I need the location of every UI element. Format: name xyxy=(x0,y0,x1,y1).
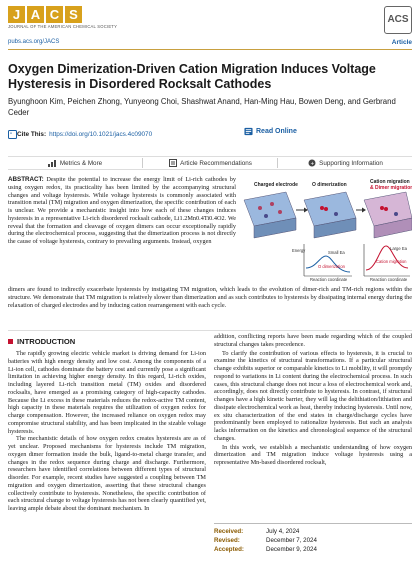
abstract-text xyxy=(8,176,236,246)
toc-lattice-charged xyxy=(244,192,296,238)
article-recommendations-button[interactable] xyxy=(143,159,277,168)
toc-migration-curve-label: Cation migration xyxy=(376,259,407,264)
abstract-continuation: dimers are found to indirectly exacerbate hysteresis by instigating TM migration, which leads to the evolution of dimer-rich and TM-rich regions within the structure. We demonstrate that TM migration is relatively slower than dimerization and as such contributes to hysteresis by dissipating internal energy during the relaxation of charged electrodes and by inducing cation rearrangement with each cycle. xyxy=(8,286,412,309)
toc-graphic[interactable] xyxy=(240,178,412,282)
toc-panel3-label-b: & Dimer migration xyxy=(370,185,412,191)
revised-value: December 7, 2024 xyxy=(266,537,317,544)
quote-icon xyxy=(8,130,17,139)
logo-letter-s: S xyxy=(65,6,82,23)
svg-text:": " xyxy=(10,132,13,139)
cite-this-label: Cite This: xyxy=(17,130,47,138)
journal-full-name: JOURNAL OF THE AMERICAN CHEMICAL SOCIETY xyxy=(8,24,118,29)
toc-energy-label-left: Energy xyxy=(292,248,306,253)
toc-large-ea-label: Large Ea xyxy=(390,246,407,251)
toc-small-ea-label: Small Ea xyxy=(328,250,345,255)
acs-publisher-logo[interactable]: ACS xyxy=(384,6,412,34)
toc-figure xyxy=(240,178,412,282)
abstract-section xyxy=(8,176,412,328)
article-tools-bar xyxy=(8,156,412,170)
supporting-info-label: Supporting Information xyxy=(319,159,383,167)
revised-label: Revised: xyxy=(214,537,240,544)
supporting-information-button[interactable] xyxy=(278,159,412,168)
accepted-value: December 9, 2024 xyxy=(266,546,317,553)
logo-letter-c: C xyxy=(46,6,63,23)
logo-letter-a: A xyxy=(27,6,44,23)
svg-text:+: + xyxy=(310,161,314,167)
section-marker-icon xyxy=(8,339,13,344)
journal-logo[interactable] xyxy=(8,6,412,23)
supporting-info-icon xyxy=(307,159,316,168)
toc-panel1-label: Charged electrode xyxy=(254,182,298,188)
received-value: July 4, 2024 xyxy=(266,528,300,535)
header-rule xyxy=(8,49,412,50)
citation-bar xyxy=(8,127,412,141)
date-row-accepted xyxy=(214,545,412,554)
date-row-revised xyxy=(214,536,412,545)
right-paragraph-0: addition, conflicting reports have been made regarding which of the coupled structural changes takes precedence. xyxy=(214,333,412,348)
toc-lattice-dimerization xyxy=(304,192,356,238)
read-online-icon xyxy=(244,127,253,136)
logo-letter-j: J xyxy=(8,6,25,23)
right-paragraph-1: To clarify the contribution of various effects to hysteresis, it is crucial to examine the kinetics of structural transformations. If a particular structural change exhibits superior or comparable kinetics to Li mobility, it will promptly respond to variations in Li content during the electrochemical process. In such cases, this structural change does not incur a loss of electrochemical work and, accordingly, does not directly contribute to hysteresis. In contrast, if structural changes have a high kinetic barrier, they will lag the delithiation/lithiation and dissipate electrochemical work as heat, thereby inducing hysteresis. Until now, ex situ characterization of the end states in charge/discharge cycles have predominantly been employed to rationalize hysteresis. But such an analysis lacks information on the kinetics and chronological sequence of the structural changes. xyxy=(214,349,412,442)
journal-masthead xyxy=(8,6,412,38)
right-paragraph-2: In this work, we establish a mechanistic understanding of how oxygen dimerization and TM migration induce voltage hysteresis using a representative Mn-based disordered rocksalt, xyxy=(214,443,412,466)
toc-energy-plot-right xyxy=(364,244,410,282)
introduction-heading xyxy=(8,337,206,346)
toc-energy-plot-left xyxy=(292,244,352,282)
journal-url-link[interactable]: pubs.acs.org/JACS xyxy=(8,39,60,45)
accepted-label: Accepted: xyxy=(214,546,244,553)
recommendations-label: Article Recommendations xyxy=(180,159,252,167)
toc-rxn-label-left: Reaction coordinate xyxy=(310,277,348,282)
article-title: Oxygen Dimerization-Driven Cation Migration Induces Voltage Hysteresis in Disordered Rocksalt Cathodes xyxy=(8,62,376,91)
date-row-received xyxy=(214,527,412,536)
abstract-label: ABSTRACT: xyxy=(8,176,44,183)
abstract-rule xyxy=(8,330,412,331)
toc-panel3-label-a: Cation migration xyxy=(370,179,410,185)
metrics-label: Metrics & More xyxy=(59,159,103,167)
doi-link[interactable]: https://doi.org/10.1021/jacs.4c09070 xyxy=(49,130,153,138)
intro-paragraph-1: The rapidly growing electric vehicle market is driving demand for Li-ion batteries with high energy density and low cost. Among the components of a Li-ion cell, cathodes dominate the battery cost and currently pose a significant limitation in achieving higher energy density. In this regard, Li-rich oxides, including layered Li-rich transition metal (TM) oxides and disordered rocksalts, have emerged as a promising category of high-capacity cathodes. Because the Li excess in these materials reduces the redox-active TM content, high capacity in these materials requires the utilization of oxygen redox for charge compensation. However, the increased reliance on oxygen redox may compromise structural stability, and has been implicated in the sizable voltage hysteresis. xyxy=(8,350,206,435)
toc-lattice-migration xyxy=(364,192,412,238)
metrics-icon xyxy=(48,159,57,168)
read-online-label: Read Online xyxy=(256,128,297,135)
recommendations-icon xyxy=(168,159,177,168)
introduction-heading-text: INTRODUCTION xyxy=(17,337,76,346)
url-row xyxy=(8,39,412,46)
toc-dimerization-curve-label: O dimerization xyxy=(318,264,345,269)
author-list: Byunghoon Kim, Peichen Zhong, Yunyeong Choi, Shashwat Anand, Han-Ming Hau, Bowen Deng, and Gerbrand Ceder xyxy=(8,97,396,117)
received-label: Received: xyxy=(214,528,244,535)
read-online-button[interactable] xyxy=(244,127,297,136)
metrics-more-button[interactable] xyxy=(8,159,142,168)
abstract-body: Despite the potential to increase the energy limit of Li-rich cathodes by using oxygen redox, its practicality has been limited by the accompanying structural changes and voltage hysteresis. While voltage hysteresis is commonly associated with transition metal (TM) migration and oxygen dimerization, the specific contribution of each is unclear. We provide a mechanistic insight into how each of these changes induces hysteresis in a representative Li-rich disordered rocksalt cathode, Li1.2Mn0.4Ti0.4O2. We reveal that the formation and cleavage of oxygen dimers can occur exceptionally rapidly during the electrochemical process, suggesting that the dimerization process is not directly the cause of voltage hysteresis, contrary to prevailing arguments. Instead, oxygen xyxy=(8,176,237,245)
publication-dates xyxy=(214,523,412,554)
article-type-label: Article xyxy=(391,39,412,46)
right-column xyxy=(214,333,412,468)
intro-paragraph-2: The mechanistic details of how oxygen redox creates hysteresis are as of yet unclear. Proposed mechanisms for hysteresis include TM migration, oxygen dimer formation inside the bulk, ligand-to-metal charge transfer, and changes in the redox sequence during charge and discharge. Furthermore, researchers have identified correlations between different types of structural disorder. For example, recent studies have suggested a coupling between TM migration and oxygen dimerization, asserting that these structural changes collectively contribute to hysteresis. Nonetheless, the specific contribution of each structural change to voltage hysteresis has not been clearly quantified yet, leaving ample debate about the dominant mechanism. In xyxy=(8,435,206,512)
introduction-section xyxy=(8,337,206,513)
toc-arrow-2-head xyxy=(362,208,366,213)
toc-panel2-label: O dimerization xyxy=(312,182,347,188)
toc-rxn-label-right: Reaction coordinate xyxy=(370,277,408,282)
